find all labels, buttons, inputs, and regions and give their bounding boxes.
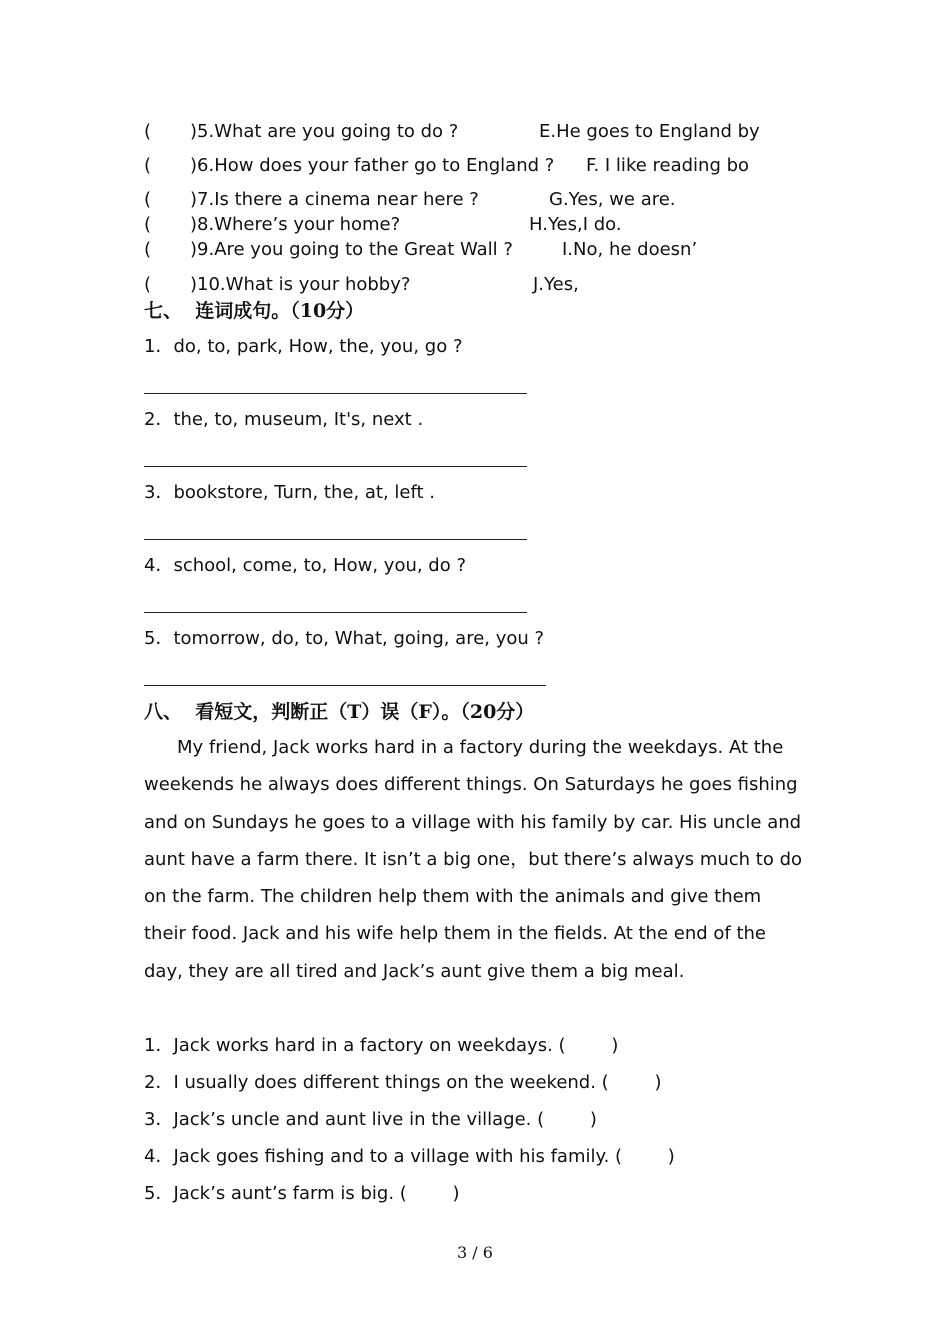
matching-row: [144, 155, 950, 179]
answer-line[interactable]: [144, 539, 527, 540]
question-text: )5.What are you going to do ?: [190, 121, 459, 142]
matching-row: [144, 274, 950, 298]
judge-item: 5．Jack’s aunt’s farm is big. ( ): [144, 1183, 460, 1204]
answer-bracket[interactable]: (: [144, 155, 152, 176]
matching-row: [144, 189, 950, 213]
answer-option: J.Yes,: [533, 274, 579, 295]
judge-item: 2．I usually does different things on the weekend. ( ): [144, 1072, 662, 1093]
answer-line[interactable]: [144, 685, 546, 686]
section-7-heading: 七、 连词成句。（10分）: [144, 300, 365, 322]
reading-passage: [144, 729, 804, 990]
answer-option: I.No, he doesn’: [562, 239, 698, 260]
question-text: )6.How does your father go to England ?: [190, 155, 555, 176]
judge-item: 4．Jack goes fishing and to a village with his family. ( ): [144, 1146, 675, 1167]
answer-line[interactable]: [144, 612, 527, 613]
answer-bracket[interactable]: (: [144, 189, 152, 210]
scramble-item: 5．tomorrow, do, to, What, going, are, you ?: [144, 628, 545, 649]
page-number: 3 / 6: [457, 1243, 493, 1262]
judge-item: 3．Jack’s uncle and aunt live in the village. ( ): [144, 1109, 597, 1130]
judge-item: 1．Jack works hard in a factory on weekdays. ( ): [144, 1035, 619, 1056]
question-text: )7.Is there a cinema near here ?: [190, 189, 479, 210]
matching-row: [144, 121, 950, 145]
matching-row: [144, 239, 950, 263]
scramble-item: 4．school, come, to, How, you, do ?: [144, 555, 467, 576]
answer-bracket[interactable]: (: [144, 121, 152, 142]
answer-bracket[interactable]: (: [144, 214, 152, 235]
answer-bracket[interactable]: (: [144, 274, 152, 295]
question-text: )10.What is your hobby?: [190, 274, 411, 295]
scramble-item: 3．bookstore, Turn, the, at, left .: [144, 482, 436, 503]
matching-row: [144, 214, 950, 238]
question-text: )8.Where’s your home?: [190, 214, 401, 235]
answer-line[interactable]: [144, 466, 527, 467]
answer-bracket[interactable]: (: [144, 239, 152, 260]
answer-option: E.He goes to England by: [539, 121, 760, 142]
scramble-item: 1．do, to, park, How, the, you, go ?: [144, 336, 463, 357]
answer-line[interactable]: [144, 393, 527, 394]
section-8-heading: 八、 看短文，判断正（T）误（F）。（20分）: [144, 701, 535, 723]
question-text: )9.Are you going to the Great Wall ?: [190, 239, 513, 260]
passage-text: My friend, Jack works hard in a factory during the weekdays. At the weekends he always does different things. On Saturdays he goes fishing and on Sundays he goes to a village with his family by car. His uncle and aunt have a farm there. It isn’t a big one，but there’s always much to do on the farm. The children help them with the animals and give them their food. Jack and his wife help them in the fields. At the end of the day, they are all tired and Jack’s aunt give them a big meal.: [144, 737, 803, 982]
answer-option: G.Yes, we are.: [549, 189, 676, 210]
scramble-item: 2．the, to, museum, It's, next .: [144, 409, 424, 430]
answer-option: H.Yes,I do.: [529, 214, 622, 235]
answer-option: F. I like reading bo: [586, 155, 750, 176]
